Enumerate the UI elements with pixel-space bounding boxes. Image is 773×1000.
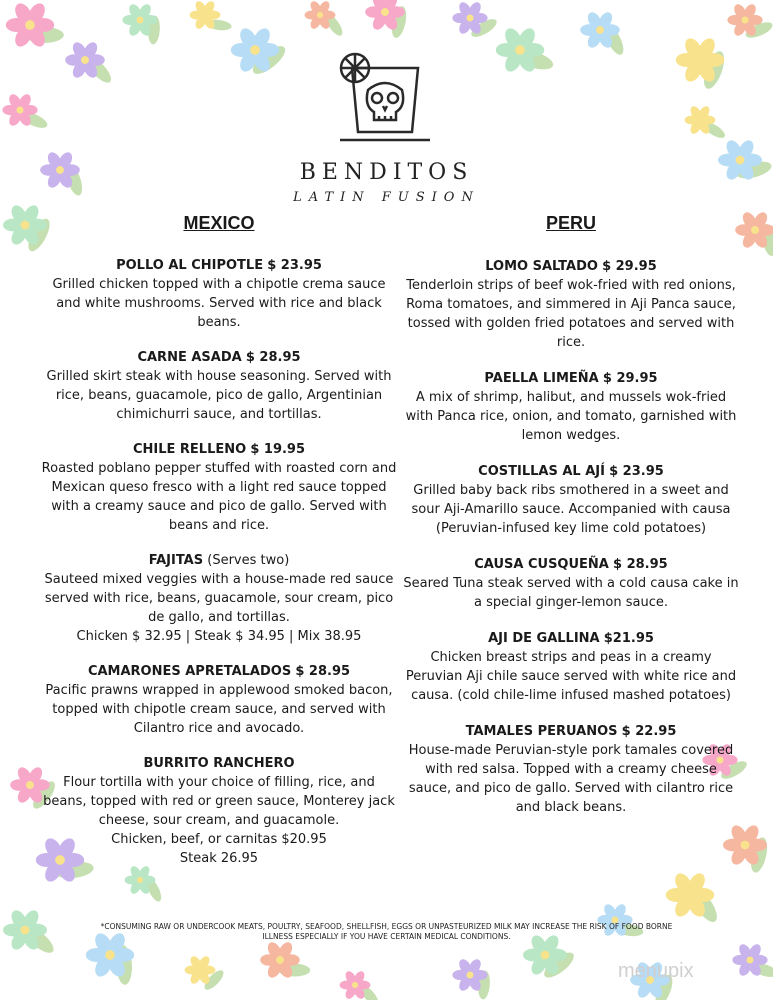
- menu-item-header: [403, 257, 739, 276]
- menu-item: [40, 754, 398, 868]
- menu-item-price-options: Chicken, beef, or carnitas $20.95: [111, 832, 327, 847]
- menu-item-name: CHILE RELLENO: [132, 442, 247, 457]
- menu-item-header: [40, 551, 398, 570]
- menu-item: [403, 555, 739, 612]
- menu-item-note: (Serves two): [207, 553, 290, 568]
- menu-item-name: CAUSA CUSQUEÑA: [474, 557, 609, 572]
- menu-item-description: Grilled skirt steak with house seasoning. Served with rice, beans, guacamole, pico de gallo, Argentinian chimichurri sauce, and tortillas.: [46, 369, 392, 422]
- menu-item-name: CAMARONES APRETALADOS: [87, 664, 292, 679]
- menu-item-price: $ 22.95: [621, 724, 677, 739]
- menu-item-header: [40, 662, 398, 681]
- menu-item-price: $ 29.95: [602, 259, 657, 274]
- menu-item-name: FAJITAS: [148, 553, 204, 568]
- health-advisory-footnote: *CONSUMING RAW OR UNDERCOOK MEATS, POULTRY, SEAFOOD, SHELLFISH, EGGS OR UNPASTEURIZED MILK MAY INCREASE THE RISK OF FOOD BORNE ILLNESS ESPECIALLY IF YOU HAVE CERTAIN MEDICAL CONDITIONS.: [100, 922, 673, 941]
- menu-item-header: [403, 369, 739, 388]
- menu-item-description: Flour tortilla with your choice of filling, rice, and beans, topped with red or green sauce, Monterey jack cheese, sour cream, and guacamole.: [43, 775, 395, 828]
- menu-item-price: $ 28.95: [295, 664, 351, 679]
- menu-item-header: [40, 754, 398, 773]
- watermark: menupix: [618, 960, 694, 982]
- menu-item: [40, 551, 398, 646]
- menu-item-name: AJI DE GALLINA: [488, 631, 600, 646]
- menu-item-header: [40, 256, 398, 275]
- menu-item-name: LOMO SALTADO: [485, 259, 598, 274]
- menu-item-price: $ 23.95: [267, 258, 322, 273]
- menu-item-name: POLLO AL CHIPOTLE: [116, 258, 264, 273]
- menu-item-description: Tenderloin strips of beef wok-fried with red onions, Roma tomatoes, and simmered in Aji Panca sauce, tossed with golden fried potatoes and served with rice.: [406, 278, 736, 350]
- menu-item-name: TAMALES PERUANOS: [465, 724, 618, 739]
- menu-item-header: [403, 722, 739, 741]
- menu-item: [403, 462, 739, 538]
- menu-item-price-options: Steak 26.95: [179, 851, 259, 866]
- menu-item: [40, 662, 398, 738]
- menu-item: [403, 369, 739, 445]
- menu-item-description: Grilled baby back ribs smothered in a sweet and sour Aji-Amarillo sauce. Accompanied with causa (Peruvian-infused key lime cold potatoes): [411, 483, 731, 536]
- menu-item-price: $21.95: [603, 631, 654, 646]
- menu-item-name: CARNE ASADA: [137, 350, 242, 365]
- menu-item: [403, 257, 739, 352]
- menu-item: [40, 256, 398, 332]
- menu-item-header: [403, 462, 739, 481]
- menu-item-price: $ 23.95: [609, 464, 664, 479]
- menu-item-price: $ 28.95: [613, 557, 668, 572]
- menu-column-peru: [403, 210, 739, 834]
- menu-item: [403, 629, 739, 705]
- menu-item-name: BURRITO RANCHERO: [143, 756, 295, 771]
- menu-item-header: [40, 348, 398, 367]
- menu-item: [40, 440, 398, 535]
- menu-item-description: A mix of shrimp, halibut, and mussels wok-fried with Panca rice, onion, and tomato, garnished with lemon wedges.: [405, 390, 737, 443]
- menu-item-header: [403, 629, 739, 648]
- skull-glass-logo-icon: [330, 46, 440, 156]
- menu-item-description: Roasted poblano pepper stuffed with roasted corn and Mexican queso fresco with a light red sauce topped with a creamy sauce and pico de gallo. Served with beans and rice.: [41, 461, 397, 533]
- menu-item-name: COSTILLAS AL AJÍ: [478, 464, 605, 479]
- column-title: PERU: [545, 213, 596, 233]
- menu-item: [40, 348, 398, 424]
- menu-item-price: $ 28.95: [245, 350, 301, 365]
- menu-item-description: Chicken breast strips and peas in a creamy Peruvian Aji chile sauce served with white rice and causa. (cold chile-lime infused mashed potatoes): [405, 650, 737, 703]
- menu-item-price: $ 29.95: [602, 371, 658, 386]
- menu-item-header: [40, 440, 398, 459]
- menu-item-description: House-made Peruvian-style pork tamales covered with red salsa. Topped with a creamy cheese sauce, and pico de gallo. Served with cilantro rice and black beans.: [408, 743, 734, 815]
- menu-item-price: $ 19.95: [250, 442, 306, 457]
- menu-item-price-options: Chicken $ 32.95 | Steak $ 34.95 | Mix 38.95: [76, 629, 362, 644]
- menu-item: [403, 722, 739, 817]
- menu-column-mexico: [40, 210, 398, 884]
- menu-item-description: Sauteed mixed veggies with a house-made red sauce served with rice, beans, guacamole, sour cream, pico de gallo, and tortillas.: [44, 572, 394, 625]
- restaurant-name: BENDITOS: [299, 160, 474, 185]
- column-title: MEXICO: [183, 213, 255, 233]
- menu-item-description: Pacific prawns wrapped in applewood smoked bacon, topped with chipotle cream sauce, and served with Cilantro rice and avocado.: [45, 683, 393, 736]
- restaurant-tagline: LATIN FUSION: [293, 190, 480, 205]
- menu-item-header: [403, 555, 739, 574]
- menu-item-description: Seared Tuna steak served with a cold causa cake in a special ginger-lemon sauce.: [403, 576, 739, 610]
- menu-item-description: Grilled chicken topped with a chipotle crema sauce and white mushrooms. Served with rice and black beans.: [52, 277, 386, 330]
- menu-item-name: PAELLA LIMEÑA: [484, 371, 599, 386]
